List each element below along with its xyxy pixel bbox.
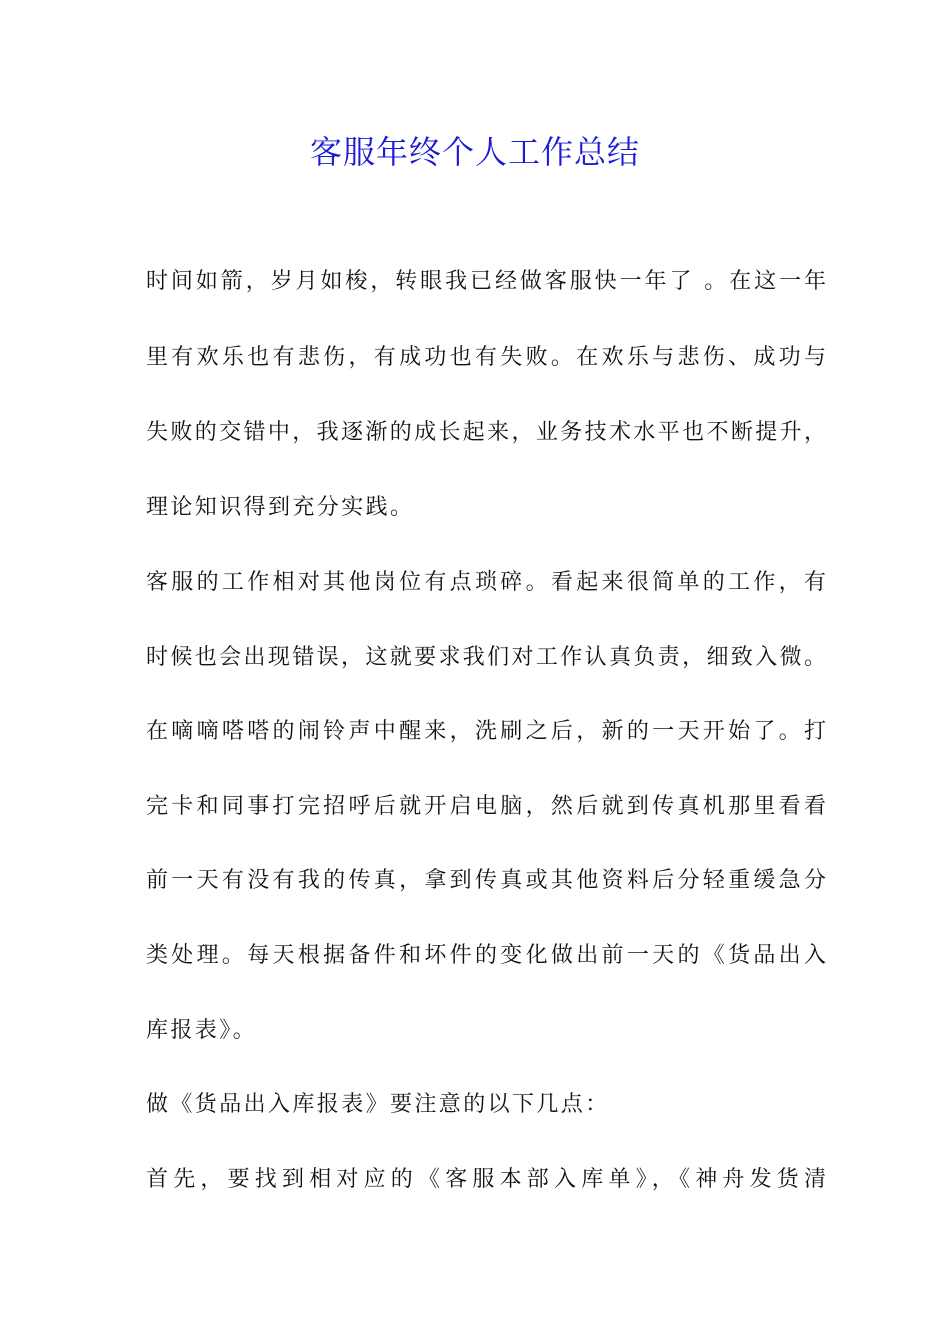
paragraph-line: 库报表》。 [146, 1018, 258, 1043]
paragraph-line: 前一天有没有我的传真，拿到传真或其他资料后分轻重缓急分 [146, 868, 826, 893]
document-title: 客服年终个人工作总结 [309, 133, 640, 171]
paragraph-line: 完卡和同事打完招呼后就开启电脑，然后就到传真机那里看看 [146, 794, 826, 819]
paragraph-line: 时间如箭，岁月如梭，转眼我已经做客服快一年了 。在这一年 [146, 269, 826, 294]
paragraph-line: 在嘀嘀嗒嗒的闹铃声中醒来，洗刷之后，新的一天开始了。打 [146, 719, 826, 744]
paragraph-line: 理论知识得到充分实践。 [146, 495, 415, 520]
paragraph-line: 首先，要找到相对应的《客服本部入库单》，《神舟发货清 [146, 1167, 826, 1192]
paragraph-line: 里有欢乐也有悲伤，有成功也有失败。在欢乐与悲伤、成功与 [146, 345, 826, 370]
paragraph-line: 客服的工作相对其他岗位有点琐碎。看起来很简单的工作，有 [146, 570, 826, 595]
paragraph-line: 做《货品出入库报表》要注意的以下几点： [146, 1092, 610, 1117]
paragraph-line: 时候也会出现错误，这就要求我们对工作认真负责，细致入微。 [146, 645, 826, 670]
paragraph-line: 类处理。每天根据备件和坏件的变化做出前一天的《货品出入 [146, 943, 826, 968]
paragraph-line: 失败的交错中，我逐渐的成长起来，业务技术水平也不断提升， [146, 420, 826, 445]
